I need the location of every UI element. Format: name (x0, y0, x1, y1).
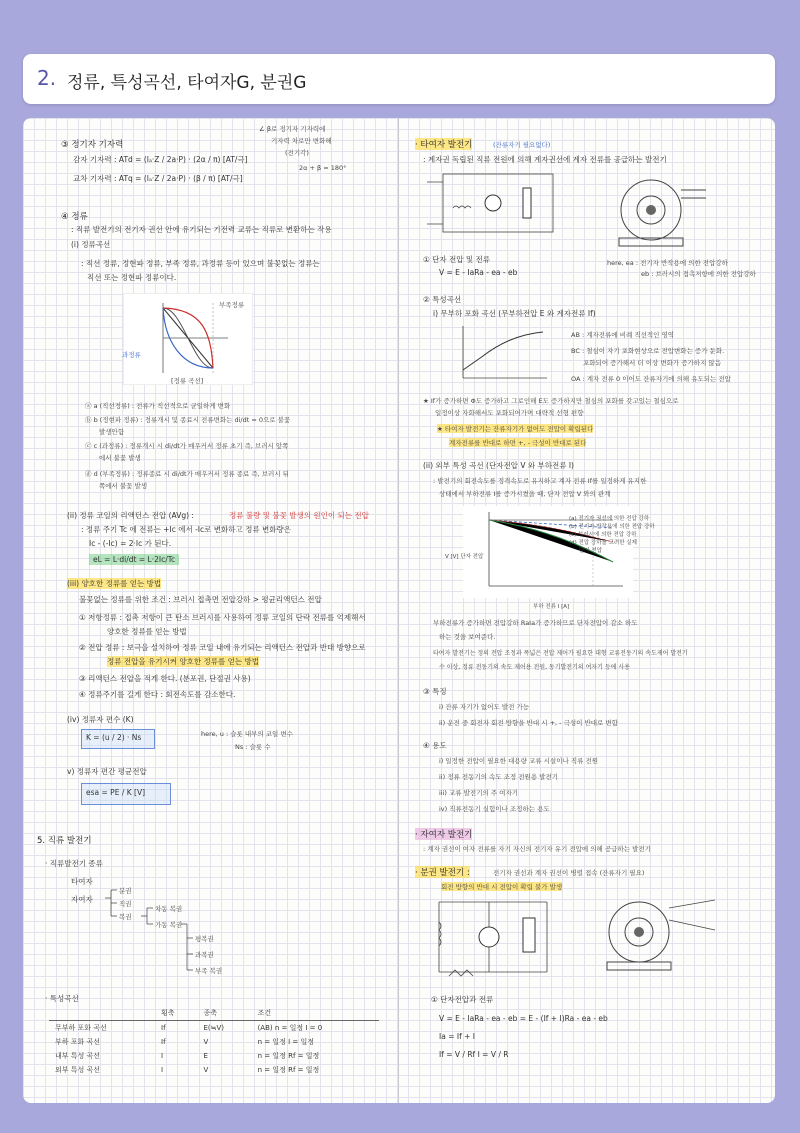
separately-excited-paren: (잔류자기 필요없다) (493, 141, 551, 149)
cross-mmf-formula: 교차 기자력 : ATq = (Iₐ·Z / 2a·P) · (β / π) [AT/극] (73, 174, 243, 183)
ab-desc: AB : 계자전류에 비례 직선적인 영역 (571, 331, 675, 339)
table-cell: 부하 포화 곡선 (55, 1038, 101, 1046)
resistance-commutation: ① 저항정류 : 접촉 저항이 큰 탄소 브러시를 사용하여 정류 코일의 단락 전류를 억제해서 (79, 613, 366, 622)
ext-note-4: 수 이상, 정류 전동기의 속도 제어용 전원, 동기발전기의 여자기 등에 사용 (439, 664, 630, 671)
generator-kind-title: · 직류발전기 종류 (45, 859, 103, 868)
table-cell: I (161, 1052, 164, 1060)
curve-b-desc-2: 발생안함 (99, 428, 125, 436)
shunt-eq-3: If = V / Rf I = V / R (439, 1050, 509, 1059)
ext-x-label: 부하 전류 I [A] (533, 604, 570, 610)
commutation-curve-desc-1: : 직선 정류, 정현파 정류, 부족 정류, 과정류 등이 있으며 불꽃없는 정류는 (81, 259, 320, 268)
dc-generator-title: 5. 직류 발전기 (37, 836, 92, 846)
commutation-title: ④ 정류 (61, 212, 88, 222)
reactance-desc-2: Ic - (-Ic) = 2·Ic 가 된다. (89, 539, 172, 548)
table-cell: (AB) n = 일정 I = 0 (257, 1024, 323, 1032)
external-curve-desc-2: 상태에서 부하전류 I를 증가시켰을 때, 단자 전압 V 와의 관계 (439, 490, 611, 498)
mmf-note-2: 기자력 차로만 변화해 (271, 137, 332, 145)
features-title: ③ 특징 (423, 687, 447, 696)
table-cell: 무부하 포화 곡선 (55, 1024, 107, 1032)
curve-d-desc: ⓓ d (부족정류) : 정류종료 시 di/dt가 매우커서 정류 종료 즉, 브러시 뒤 (85, 470, 289, 478)
external-curve-title: (ii) 외부 특성 곡선 (단자전압 V 와 부하전류 I) (423, 461, 574, 470)
resistance-commutation-2: 양호한 정류를 얻는 방법 (107, 627, 187, 636)
table-cell: n = 일정 Rf = 일정 (257, 1052, 320, 1060)
voltage-commutation-2: 정류 전압을 유기시켜 양호한 정류를 얻는 방법 (107, 657, 259, 666)
table-cell: 내부 특성 곡선 (55, 1052, 101, 1060)
no-load-saturation-graph (451, 322, 551, 384)
segment-count-title: (iv) 정류자 편수 (K) (67, 715, 134, 724)
curve-c-desc: ⓒ c (과정류) : 정류개시 시 di/dt가 매우커서 정류 초기 즉, 브러시 앞쪽 (85, 442, 289, 450)
separately-char-title: ② 특성곡선 (423, 295, 462, 304)
graph-caption: [정류 곡선] (171, 377, 204, 385)
under-commutation-label: 부족정류 (219, 301, 245, 309)
ext-legend-5: 단자 전압 (579, 548, 603, 554)
table-row (49, 1035, 379, 1049)
self-excited-desc: : 계자 권선이 여자 전류를 자기 자신의 전기자 유기 전압에 의해 공급하는 발전기 (423, 845, 651, 853)
curve-c-desc-2: 에서 불꽃 발생 (99, 454, 141, 462)
feature-1: i) 잔류 자기가 없어도 발전 가능 (439, 703, 530, 711)
separately-here-2: eb : 브러시의 접촉저항에 의한 전압강하 (641, 270, 756, 278)
segment-count-formula: K = (u / 2) · Ns (86, 733, 142, 742)
characteristic-curve-title: · 특성곡선 (45, 994, 79, 1003)
shunt-desc-2: 회전 방향의 반대 시 전압이 확립 불가 발생 (441, 883, 563, 891)
self-excited-title: · 자여자 발전기 (415, 830, 473, 840)
tree-cumulative: 가동 복권 (155, 921, 183, 929)
shunt-desc: 전기자 권선과 계자 권선이 병렬 접속 (잔류자기 필요) (493, 869, 645, 877)
table-cell: V (203, 1038, 209, 1046)
tree-shunt: 분권 (119, 887, 132, 895)
shunt-terminal-title: ① 단자전압과 전류 (431, 995, 494, 1004)
table-cell: I (161, 1066, 164, 1074)
table-cell: E(≒V) (203, 1024, 225, 1032)
reactance-desc-1: : 정류 주기 Tc 에 전류는 +Ic 에서 -Ic로 변화하고 정류 변화량은 (81, 525, 291, 534)
curve-a-desc: ⓐ a (직선정류) : 전류가 직선적으로 균일하게 변화 (85, 402, 231, 410)
tree-separately-excited: 타여자 (71, 877, 93, 886)
table-cell: If (161, 1038, 166, 1046)
table-header: 종축 (197, 1006, 251, 1021)
table-cell: 외부 특성 곡선 (55, 1066, 101, 1074)
page-title: 정류, 특성곡선, 타여자G, 분권G (67, 73, 307, 93)
table-cell: E (203, 1052, 208, 1060)
commutation-curve-desc-2: 직선 또는 정현파 정류이다. (87, 273, 177, 282)
ext-note-3: 타여자 발전기는 정의 전압 조정과 폭넓은 전압 제어가 필요한 대형 교류전동기의 속도제어 발전기 (433, 650, 688, 657)
shunt-generator-sketch (591, 890, 721, 974)
uses-title: ④ 용도 (423, 741, 447, 750)
characteristic-table (49, 1006, 379, 1077)
column-divider (398, 118, 399, 1103)
good-commutation-title: (iii) 양호한 정류를 얻는 방법 (67, 579, 162, 588)
tree-flat: 평복권 (195, 935, 214, 943)
segment-voltage-title: v) 정류자 편간 평균전압 (67, 767, 147, 776)
separately-excited-title: · 타여자 발전기 (415, 140, 473, 150)
separately-terminal-eq: V = E - IaRa - ea - eb (439, 268, 518, 277)
table-header: 횡축 (155, 1006, 197, 1021)
bc-desc-2: 포화되어 증가해서 더 이상 변화가 증가하지 않음 (583, 359, 721, 367)
use-2: ii) 정류 전동기의 속도 조정 전원용 발전기 (439, 773, 559, 781)
armature-mmf-title: ③ 정기자 기자력 (61, 140, 124, 150)
tree-differential: 차동 복권 (155, 905, 183, 913)
reactance-voltage-title: (ii) 정류 코일의 리액턴스 전압 (AVg) : (67, 511, 194, 520)
ext-note-1: 부하전류가 증가하면 전압강하 RaIa가 증가하므로 단자전압이 감소 하도 (433, 619, 638, 627)
reduce-reactance: ③ 리액턴스 전압을 적게 한다. (분포권, 단절권 사용) (79, 674, 251, 683)
feature-2: ii) 운전 중 회전자 회전 방향을 반대 시 +, - 극성이 반대로 변함 (439, 719, 618, 727)
ext-y-label: V [V] 단자 전압 (445, 554, 484, 560)
reactance-voltage-note: 정류 불량 및 불꽃 발생의 원인이 되는 전압 (229, 511, 369, 520)
shunt-circuit (419, 892, 559, 982)
table-cell: If (161, 1024, 166, 1032)
tree-under: 부족 복권 (195, 967, 223, 975)
segment-voltage-formula: esa = PE / K [V] (86, 788, 146, 797)
voltage-commutation: ② 전압 정류 : 보극을 설치하여 정류 코일 내에 유기되는 리액턴스 전압과 반대 방향으로 (79, 643, 366, 652)
table-header-row (49, 1006, 379, 1021)
ext-legend-3: (c) 브러시에 의한 전압 강하 (569, 532, 637, 538)
separately-excited-circuit (423, 168, 563, 240)
table-cell: V (203, 1066, 209, 1074)
no-load-curve-title: i) 무부하 포화 곡선 (무부하전압 E 와 계자전류 If) (433, 309, 596, 318)
reactance-formula: eL = L·di/dt = L·2Ic/Tc (89, 554, 179, 565)
separately-excited-desc: : 계자권 독립된 직류 전원에 의해 계자권선에 계자 전류를 공급하는 발전기 (423, 155, 667, 164)
ext-legend-4: (d) 전압 강하를 고려한 실제 (569, 540, 637, 546)
ext-legend-2: (b) 전기자 반작용에 의한 전압 강하 (569, 524, 655, 530)
mmf-note-3: (전기각) (285, 149, 309, 157)
separately-here-1: here, ea : 전기자 반작용에 의한 전압강하 (607, 259, 728, 267)
over-commutation-label: 과정류 (122, 351, 141, 359)
table-header (49, 1006, 155, 1021)
table-cell: n = 일정 I = 일정 (257, 1038, 314, 1046)
angle-relation: 2α + β = 180° (299, 164, 347, 172)
use-4: iv) 직류전동기 실험이나 조정하는 용도 (439, 805, 550, 813)
ext-note-2: 하는 것을 보여준다. (439, 633, 496, 641)
segment-here-1: here, u : 슬롯 내부의 코일 변수 (201, 730, 293, 738)
separately-terminal-title: ① 단자 전압 및 전류 (423, 255, 490, 264)
table-row (49, 1021, 379, 1036)
mmf-note-1: ∠ β로 정기자 기자력에 (259, 125, 326, 133)
table-cell: n = 일정 Rf = 일정 (257, 1066, 320, 1074)
demagnetizing-mmf-formula: 감자 기자력 : ATd = (Iₐ·Z / 2a·P) · (2α / π) [AT/극] (73, 155, 248, 164)
shunt-title: · 분권 발전기 : (415, 868, 470, 878)
shunt-eq-2: Ia = If + I (439, 1032, 475, 1041)
use-3: iii) 교류 발전기의 주 여자기 (439, 789, 519, 797)
longer-period: ④ 정류주기를 길게 한다 : 회전속도를 감소한다. (79, 690, 236, 699)
segment-here-2: Ns : 슬롯 수 (235, 743, 271, 751)
commutation-curve-title: (i) 정류곡선 (71, 240, 111, 249)
section-number: 2. (37, 66, 57, 90)
good-commutation-intro: 불꽃없는 정류를 위한 조건 : 브러시 접촉면 전압강하 > 평균리액턴스 전압 (79, 595, 322, 604)
note-star: ★ 타여자 발전기는 잔류자기가 없어도 전압이 확립된다 (437, 425, 594, 433)
title-card (23, 54, 775, 104)
use-1: i) 일정한 전압이 필요한 대용량 교류 시설이나 직류 전원 (439, 757, 599, 765)
note-if-2: 일정이상 자화해서도 포화되어가며 대략적 선형 편향 (435, 409, 584, 417)
table-header: 조건 (252, 1006, 379, 1021)
bc-desc: BC : 철심이 자기 포화현상으로 전압변화는 증가 둔화. (571, 347, 725, 355)
ext-legend-1: (a) 전기자 권선에 의한 전압 강하 (569, 516, 650, 522)
table-row (49, 1049, 379, 1063)
tree-series: 직권 (119, 900, 132, 908)
notebook-page (23, 118, 775, 1103)
note-star-2: 계자전류를 반대로 하면 +, - 극성이 반대로 된다 (449, 439, 587, 447)
curve-d-desc-2: 쪽에서 불꽃 발생 (99, 482, 148, 490)
table-row (49, 1063, 379, 1077)
tree-over: 과복권 (195, 951, 214, 959)
oa-desc: OA : 계자 전류 0 이어도 잔류자기에 의해 유도되는 전압 (571, 375, 731, 383)
commutation-desc: : 직류 발전기의 전기자 권선 안에 유기되는 기전력 교류는 직류로 변환하는 작용 (71, 225, 332, 234)
curve-b-desc: ⓑ b (정현파 정류) : 정류개시 및 종료시 전류변화는 di/dt = 0으로 불꽃 (85, 416, 291, 424)
tree-compound: 복권 (119, 913, 132, 921)
shunt-eq-1: V = E - IaRa - ea - eb = E - (If + I)Ra - ea - eb (439, 1014, 608, 1023)
note-if: ★ If가 증가하면 Φ도 증가하고 그로인해 E도 증가하지만 철심의 포화를 갖고있는 철심으로 (423, 397, 679, 405)
generator-sketch (601, 170, 711, 250)
tree-self-excited: 자여자 (71, 895, 93, 904)
external-curve-desc-1: : 발전기의 회전속도를 정격속도로 유지하고 계자 전류 If를 일정하게 유지한 (433, 477, 647, 485)
